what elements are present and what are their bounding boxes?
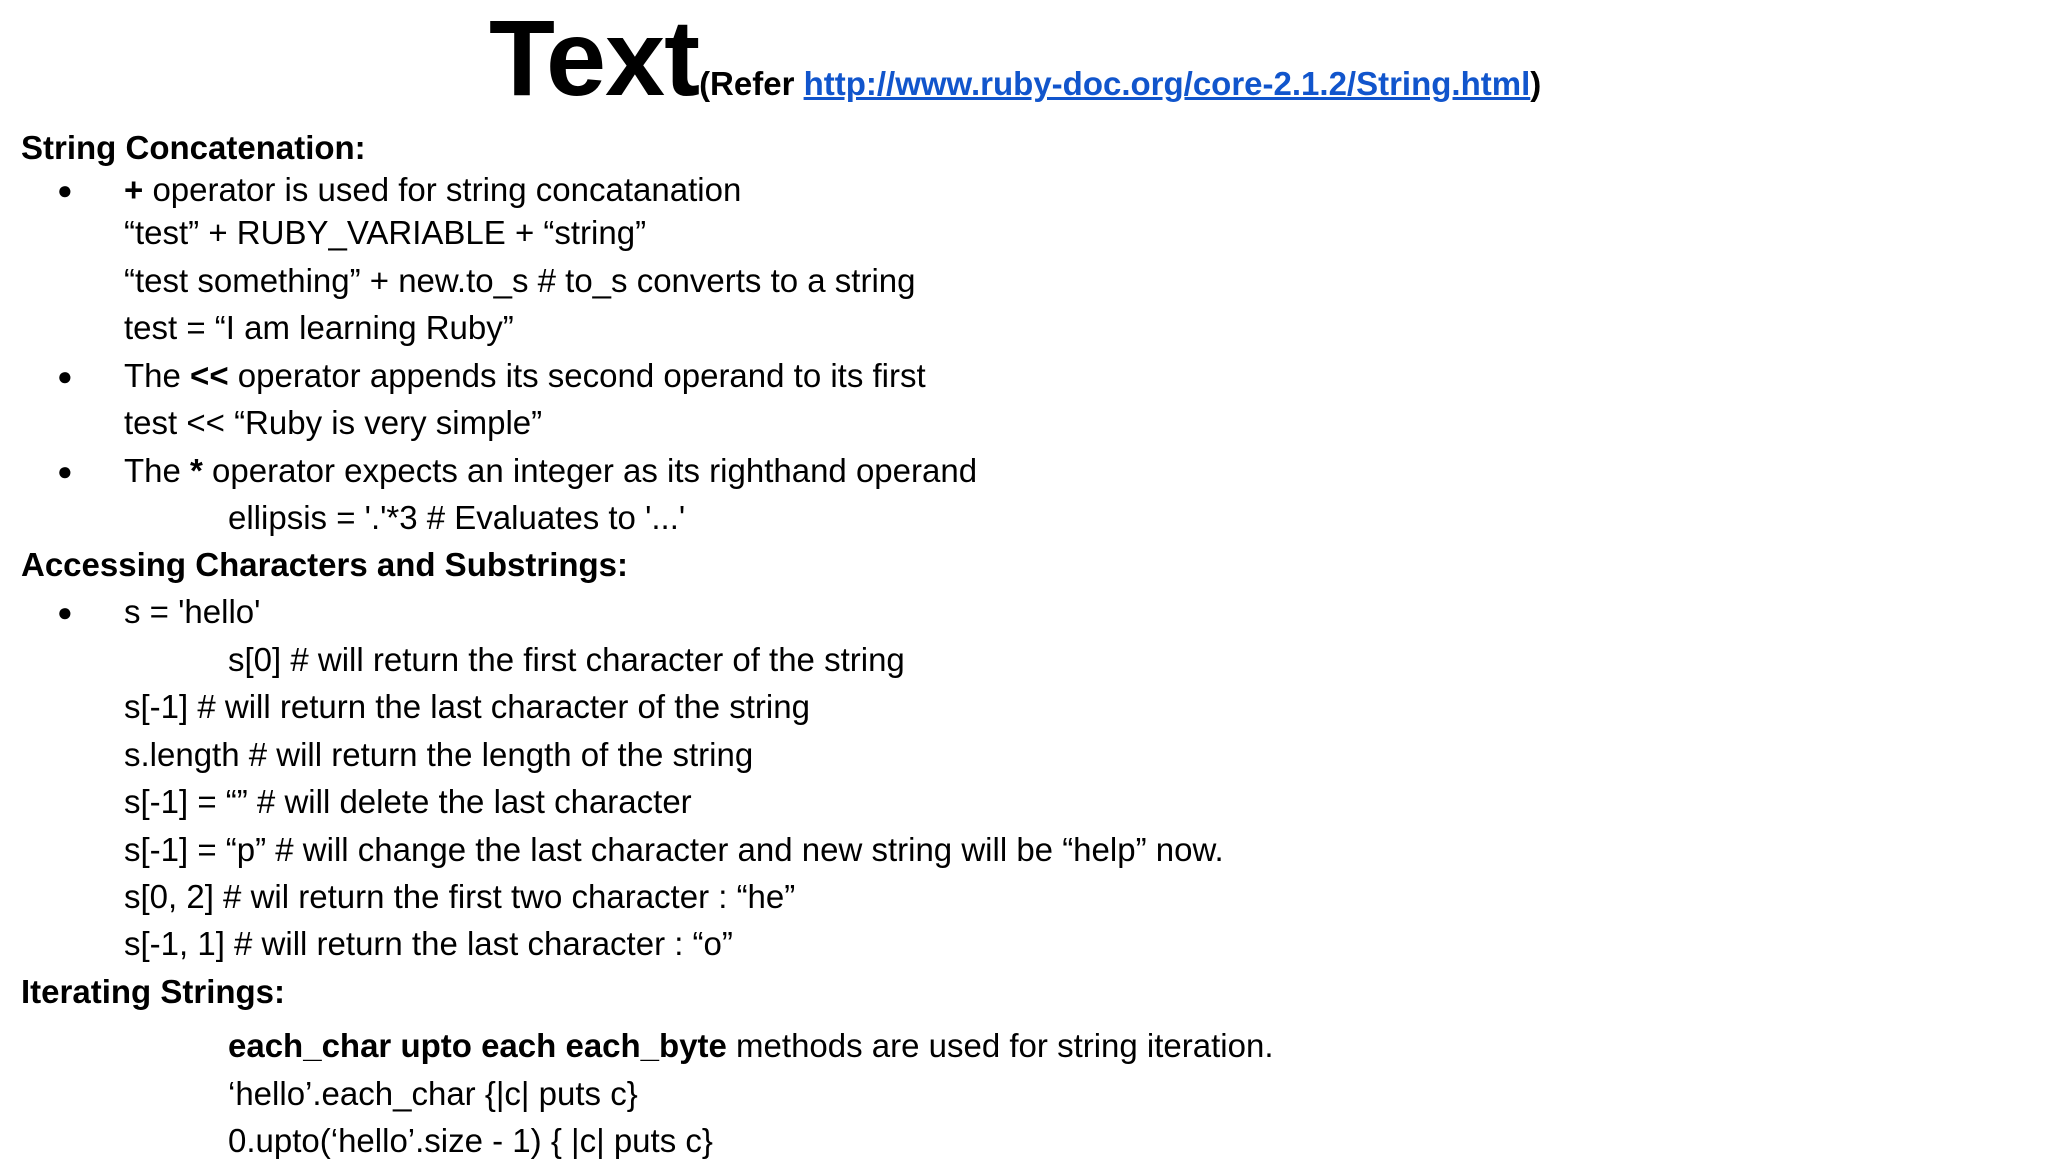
bullet-icon: ● bbox=[57, 361, 73, 391]
multiply-operator-desc: operator expects an integer as its righthand operand bbox=[202, 452, 978, 489]
refer-suffix: ) bbox=[1530, 65, 1542, 102]
concat-example-2: “test something” + new.to_s # to_s converts to a string bbox=[124, 262, 916, 299]
access-example-3: s.length # will return the length of the string bbox=[124, 736, 754, 773]
concat-example-3: test = “I am learning Ruby” bbox=[124, 309, 514, 346]
access-example-4: s[-1] = “” # will delete the last character bbox=[124, 783, 692, 820]
plus-operator-desc: operator is used for string concatanation bbox=[143, 171, 742, 208]
refer-prefix: (Refer bbox=[699, 65, 804, 102]
iterate-example-1: ‘hello’.each_char {|c| puts c} bbox=[228, 1075, 638, 1112]
access-example-2: s[-1] # will return the last character of the string bbox=[124, 688, 810, 725]
slide-title: Text bbox=[489, 0, 700, 118]
access-example-7: s[-1, 1] # will return the last character : “o” bbox=[124, 925, 733, 962]
access-example-1: s[0] # will return the first character of the string bbox=[228, 641, 905, 678]
heading-string-concatenation: String Concatenation: bbox=[21, 129, 366, 166]
bullet-icon: ● bbox=[57, 456, 73, 486]
ruby-doc-link[interactable]: http://www.ruby-doc.org/core-2.1.2/String.html bbox=[803, 65, 1531, 102]
access-example-6: s[0, 2] # wil return the first two character : “he” bbox=[124, 878, 796, 915]
iterate-methods-desc: methods are used for string iteration. bbox=[726, 1027, 1274, 1064]
concat-example-1: “test” + RUBY_VARIABLE + “string” bbox=[124, 214, 647, 251]
iterate-methods-line bbox=[228, 1026, 1274, 1066]
append-operator-prefix: The bbox=[124, 357, 191, 394]
heading-iterating-strings: Iterating Strings: bbox=[21, 973, 286, 1010]
concat-append-operator-line bbox=[124, 356, 926, 396]
iterate-example-2: 0.upto(‘hello’.size - 1) { |c| puts c} bbox=[228, 1122, 713, 1159]
access-assign-line: s = 'hello' bbox=[124, 593, 261, 630]
bullet-icon: ● bbox=[57, 175, 73, 205]
access-example-5: s[-1] = “p” # will change the last character and new string will be “help” now. bbox=[124, 831, 1224, 868]
concat-plus-operator-line bbox=[124, 170, 741, 210]
multiply-operator-text: * bbox=[190, 452, 203, 489]
bullet-icon: ● bbox=[57, 597, 73, 627]
concat-example-4: test << “Ruby is very simple” bbox=[124, 404, 543, 441]
multiply-operator-prefix: The bbox=[124, 452, 191, 489]
plus-operator-text: + bbox=[124, 171, 144, 208]
title-row bbox=[489, 0, 1542, 118]
append-operator-desc: operator appends its second operand to its first bbox=[228, 357, 926, 394]
iterate-methods-names: each_char upto each each_byte bbox=[228, 1027, 727, 1064]
concat-multiply-operator-line bbox=[124, 451, 977, 491]
concat-example-5: ellipsis = '.'*3 # Evaluates to '...' bbox=[228, 499, 686, 536]
append-operator-text: << bbox=[190, 357, 229, 394]
heading-accessing-characters: Accessing Characters and Substrings: bbox=[21, 546, 629, 583]
